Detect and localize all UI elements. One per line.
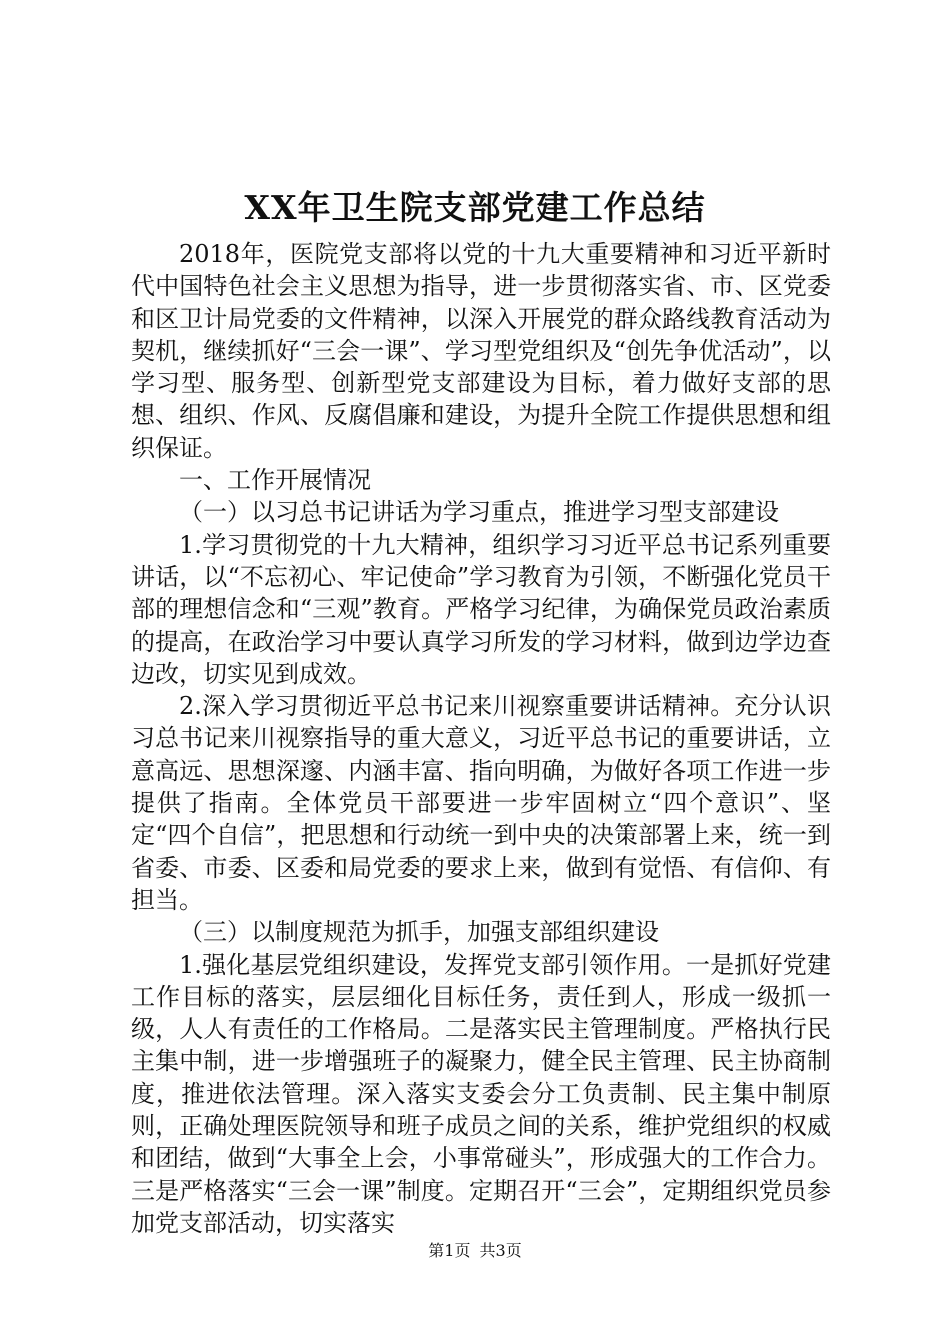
page-footer: [0, 1240, 950, 1262]
document-body: [131, 238, 831, 1239]
page-total: 共3页: [479, 1241, 522, 1260]
document-title: XX年卫生院支部党建工作总结: [244, 188, 706, 227]
paragraph-item-3-1: 1.强化基层党组织建设，发挥党支部引领作用。一是抓好党建工作目标的落实，层层细化目标任务，责任到人，形成一级抓一级，人人有责任的工作格局。二是落实民主管理制度。严格执行民主集中制，进一步增强班子的凝聚力，健全民主管理、民主协商制度，推进依法管理。深入落实支委会分工负责制、民主集中制原则，正确处理医院领导和班子成员之间的关系，维护党组织的权威和团结，做到“大事全上会，小事常碰头”，形成强大的工作合力。三是严格落实“三会一课”制度。定期召开“三会”，定期组织党员参加党支部活动，切实落实: [131, 950, 831, 1237]
subsection-heading-1: （一）以习总书记讲话为学习重点，推进学习型支部建设: [179, 498, 779, 527]
section-heading-1: 一、工作开展情况: [179, 466, 371, 495]
paragraph-item-1-2: 2.深入学习贯彻近平总书记来川视察重要讲话精神。充分认识习总书记来川视察指导的重大意义，习近平总书记的重要讲话，立意高远、思想深邃、内涵丰富、指向明确，为做好各项工作进一步提供了指南。全体党员干部要进一步牢固树立“四个意识”、坚定“四个自信”，把思想和行动统一到中央的决策部署上来，统一到省委、市委、区委和局党委的要求上来，做到有觉悟、有信仰、有担当。: [131, 692, 831, 914]
page-number: 第1页: [428, 1241, 471, 1260]
paragraph-intro: 2018年，医院党支部将以党的十九大重要精神和习近平新时代中国特色社会主义思想为指导，进一步贯彻落实省、市、区党委和区卫计局党委的文件精神，以深入开展党的群众路线教育活动为契机，继续抓好“三会一课”、学习型党组织及“创先争优活动”，以学习型、服务型、创新型党支部建设为目标，着力做好支部的思想、组织、作风、反腐倡廉和建设，为提升全院工作提供思想和组织保证。: [131, 240, 831, 462]
paragraph-item-1-1: 1.学习贯彻党的十九大精神，组织学习习近平总书记系列重要讲话，以“不忘初心、牢记使命”学习教育为引领，不断强化党员干部的理想信念和“三观”教育。严格学习纪律，为确保党员政治素质的提高，在政治学习中要认真学习所发的学习材料，做到边学边查边改，切实见到成效。: [131, 530, 831, 688]
subsection-heading-3: （三）以制度规范为抓手，加强支部组织建设: [179, 918, 659, 947]
